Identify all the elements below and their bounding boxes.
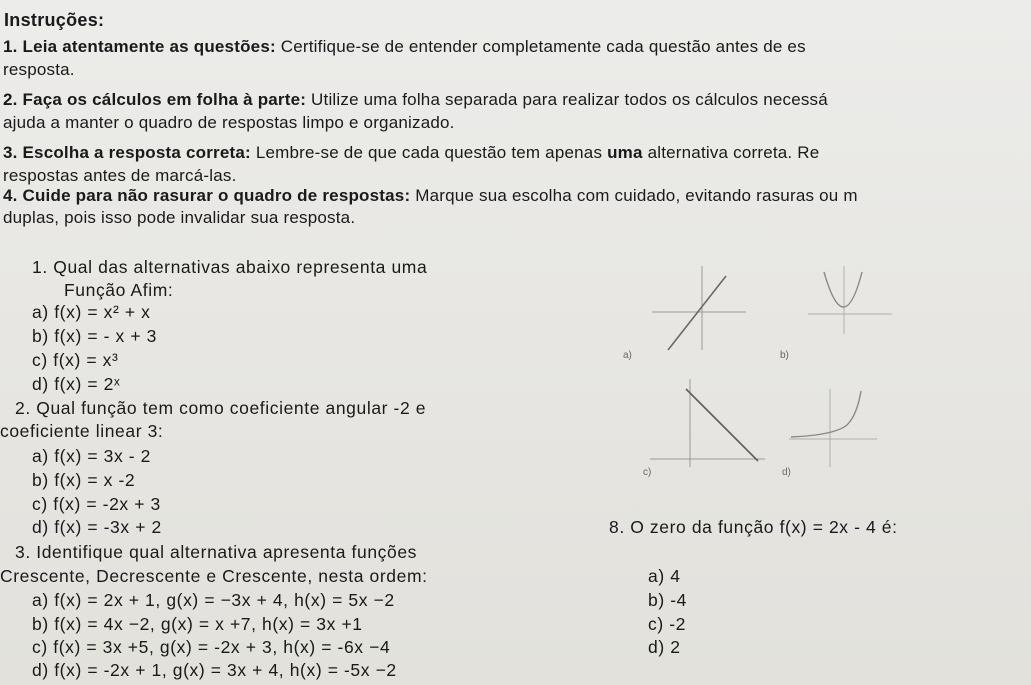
graph-d-caption: d): [782, 467, 791, 478]
q2-stem-cont: coeficiente linear 3:: [0, 421, 164, 441]
instruction-3: 3. Escolha a resposta correta: Lembre-se de que cada questão tem apenas uma alternativa correta. Re: [3, 143, 820, 162]
q1-option-d: d) f(x) = 2ˣ: [32, 374, 121, 394]
q8-option-c: c) -2: [648, 614, 686, 634]
graph-b-caption: b): [780, 350, 789, 361]
instruction-2-cont: ajuda a manter o quadro de respostas limpo e organizado.: [3, 113, 455, 132]
graph-b: [800, 262, 900, 352]
q3-option-c: c) f(x) = 3x +5, g(x) = -2x + 3, h(x) = -6x −4: [32, 637, 391, 657]
q3-stem: 3. Identifique qual alternativa apresenta funções: [15, 542, 418, 562]
instruction-2: 2. Faça os cálculos em folha à parte: Utilize uma folha separada para realizar todos os cálculos necessá: [3, 90, 828, 109]
graph-d: [785, 385, 885, 475]
q2-option-a: a) f(x) = 3x - 2: [32, 446, 152, 466]
q3-option-a: a) f(x) = 2x + 1, g(x) = −3x + 4, h(x) = 5x −2: [32, 590, 395, 610]
q8-option-b: b) -4: [648, 590, 687, 610]
graph-a: [650, 262, 750, 352]
q1-option-a: a) f(x) = x² + x: [32, 302, 151, 322]
q1-option-b: b) f(x) = - x + 3: [32, 326, 157, 346]
q3-option-b: b) f(x) = 4x −2, g(x) = x +7, h(x) = 3x +1: [32, 614, 363, 634]
q8-stem: 8. O zero da função f(x) = 2x - 4 é:: [609, 517, 898, 537]
q1-stem: 1. Qual das alternativas abaixo representa uma: [32, 257, 428, 277]
graph-a-line: [668, 276, 726, 350]
q3-option-d: d) f(x) = -2x + 1, g(x) = 3x + 4, h(x) = -5x −2: [32, 660, 397, 680]
q2-option-b: b) f(x) = x -2: [32, 470, 136, 490]
instruction-1-cont: resposta.: [3, 60, 75, 79]
q2-option-c: c) f(x) = -2x + 3: [32, 494, 161, 514]
q8-option-d: d) 2: [648, 637, 681, 657]
graph-b-curve: [824, 272, 862, 307]
q1-stem-cont: Função Afim:: [64, 280, 174, 300]
q2-option-d: d) f(x) = -3x + 2: [32, 517, 162, 537]
instruction-3-cont: respostas antes de marcá-las.: [3, 166, 237, 185]
instruction-4-cont: duplas, pois isso pode invalidar sua resposta.: [3, 208, 356, 227]
instructions-title: Instruções:: [4, 10, 105, 30]
graph-c-line: [686, 389, 758, 461]
instruction-4: 4. Cuide para não rasurar o quadro de respostas: Marque sua escolha com cuidado, evitando rasuras ou m: [3, 186, 858, 205]
graph-c-caption: c): [643, 467, 652, 478]
q2-stem: 2. Qual função tem como coeficiente angular -2 e: [15, 398, 427, 418]
q1-option-c: c) f(x) = x³: [32, 350, 119, 370]
q8-option-a: a) 4: [648, 566, 681, 586]
graph-d-curve: [791, 391, 861, 437]
graph-a-caption: a): [623, 350, 632, 361]
graph-c: [650, 375, 770, 470]
q3-stem-cont: Crescente, Decrescente e Crescente, nesta ordem:: [0, 566, 428, 586]
instruction-1: 1. Leia atentamente as questões: Certifique-se de entender completamente cada questão antes de es: [3, 37, 806, 56]
